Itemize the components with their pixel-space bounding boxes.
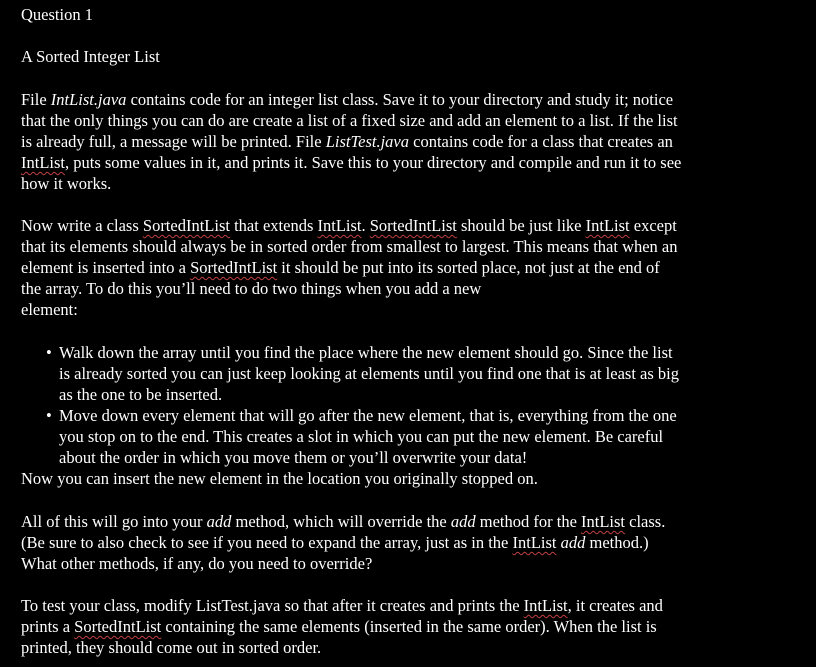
bullet-2-line-1: Move down every element that will go after the new element, that is, everything from the one bbox=[59, 406, 677, 425]
paragraph-2-line-3: element is inserted into a SortedIntList it should be put into its sorted place, not just at the end of bbox=[21, 258, 660, 277]
spellcheck-word: SortedIntList bbox=[74, 617, 162, 636]
paragraph-4-line-1: To test your class, modify ListTest.java so that after it creates and prints the IntList, it creates and bbox=[21, 596, 663, 615]
bullet-2-line-2: you stop on to the end. This creates a slot in which you can put the new element. Be careful bbox=[59, 427, 664, 446]
spellcheck-word: IntList bbox=[512, 533, 557, 552]
paragraph-4-line-2: prints a SortedIntList containing the same elements (inserted in the same order). When the list is bbox=[21, 617, 657, 636]
bullet-1-line-1: Walk down the array until you find the place where the new element should go. Since the list bbox=[59, 343, 673, 362]
method-add: add bbox=[450, 512, 476, 531]
bullet-icon: • bbox=[46, 343, 52, 362]
spellcheck-word: SortedIntList bbox=[369, 216, 457, 235]
after-bullets-line: Now you can insert the new element in the location you originally stopped on. bbox=[21, 469, 538, 488]
bullet-1-line-3: as the one to be inserted. bbox=[59, 385, 223, 404]
paragraph-2-line-5: element: bbox=[21, 300, 78, 319]
bullet-2-line-3: about the order in which you move them or you’ll overwrite your data! bbox=[59, 448, 528, 467]
bullet-icon: • bbox=[46, 406, 52, 425]
paragraph-1-line-3: is already full, a message will be printed. File ListTest.java contains code for a class that creates an bbox=[21, 132, 673, 151]
method-add: add bbox=[560, 533, 586, 552]
spellcheck-word: SortedIntList bbox=[190, 258, 278, 277]
paragraph-2-line-4: the array. To do this you’ll need to do two things when you add a new bbox=[21, 279, 482, 298]
paragraph-2-line-2: that its elements should always be in sorted order from smallest to largest. This means that when an bbox=[21, 237, 678, 256]
paragraph-3-line-3: What other methods, if any, do you need to override? bbox=[21, 554, 373, 573]
spellcheck-word: IntList bbox=[585, 216, 630, 235]
paragraph-1-line-1: File IntList.java contains code for an integer list class. Save it to your directory and study it; notice bbox=[21, 90, 674, 109]
spellcheck-word: IntList bbox=[581, 512, 626, 531]
bullet-1-line-2: is already sorted you can just keep looking at elements until you find one that is at least as big bbox=[59, 364, 679, 383]
paragraph-1-line-4: IntList, puts some values in it, and prints it. Save this to your directory and compile and run it to see bbox=[21, 153, 682, 172]
method-add: add bbox=[206, 512, 232, 531]
paragraph-1-line-2: that the only things you can do are create a list of a fixed size and add an element to a list. If the list bbox=[21, 111, 678, 130]
spellcheck-word: SortedIntList bbox=[142, 216, 230, 235]
spellcheck-word: IntList bbox=[21, 153, 65, 172]
paragraph-3-line-2: (Be sure to also check to see if you need to expand the array, just as in the IntList add method.) bbox=[21, 533, 649, 552]
paragraph-3-line-1: All of this will go into your add method, which will override the add method for the IntList class. bbox=[21, 512, 666, 531]
spellcheck-word: IntList bbox=[523, 596, 568, 615]
paragraph-2-line-1: Now write a class SortedIntList that extends IntList. SortedIntList should be just like IntList except bbox=[21, 216, 677, 235]
section-title: A Sorted Integer List bbox=[21, 47, 160, 66]
paragraph-4-line-3: printed, they should come out in sorted order. bbox=[21, 638, 322, 657]
paragraph-1-line-5: how it works. bbox=[21, 174, 112, 193]
spellcheck-word: IntList bbox=[317, 216, 362, 235]
question-label: Question 1 bbox=[21, 5, 93, 24]
filename-listtest: ListTest.java bbox=[325, 132, 410, 151]
filename-intlist: IntList.java bbox=[50, 90, 127, 109]
